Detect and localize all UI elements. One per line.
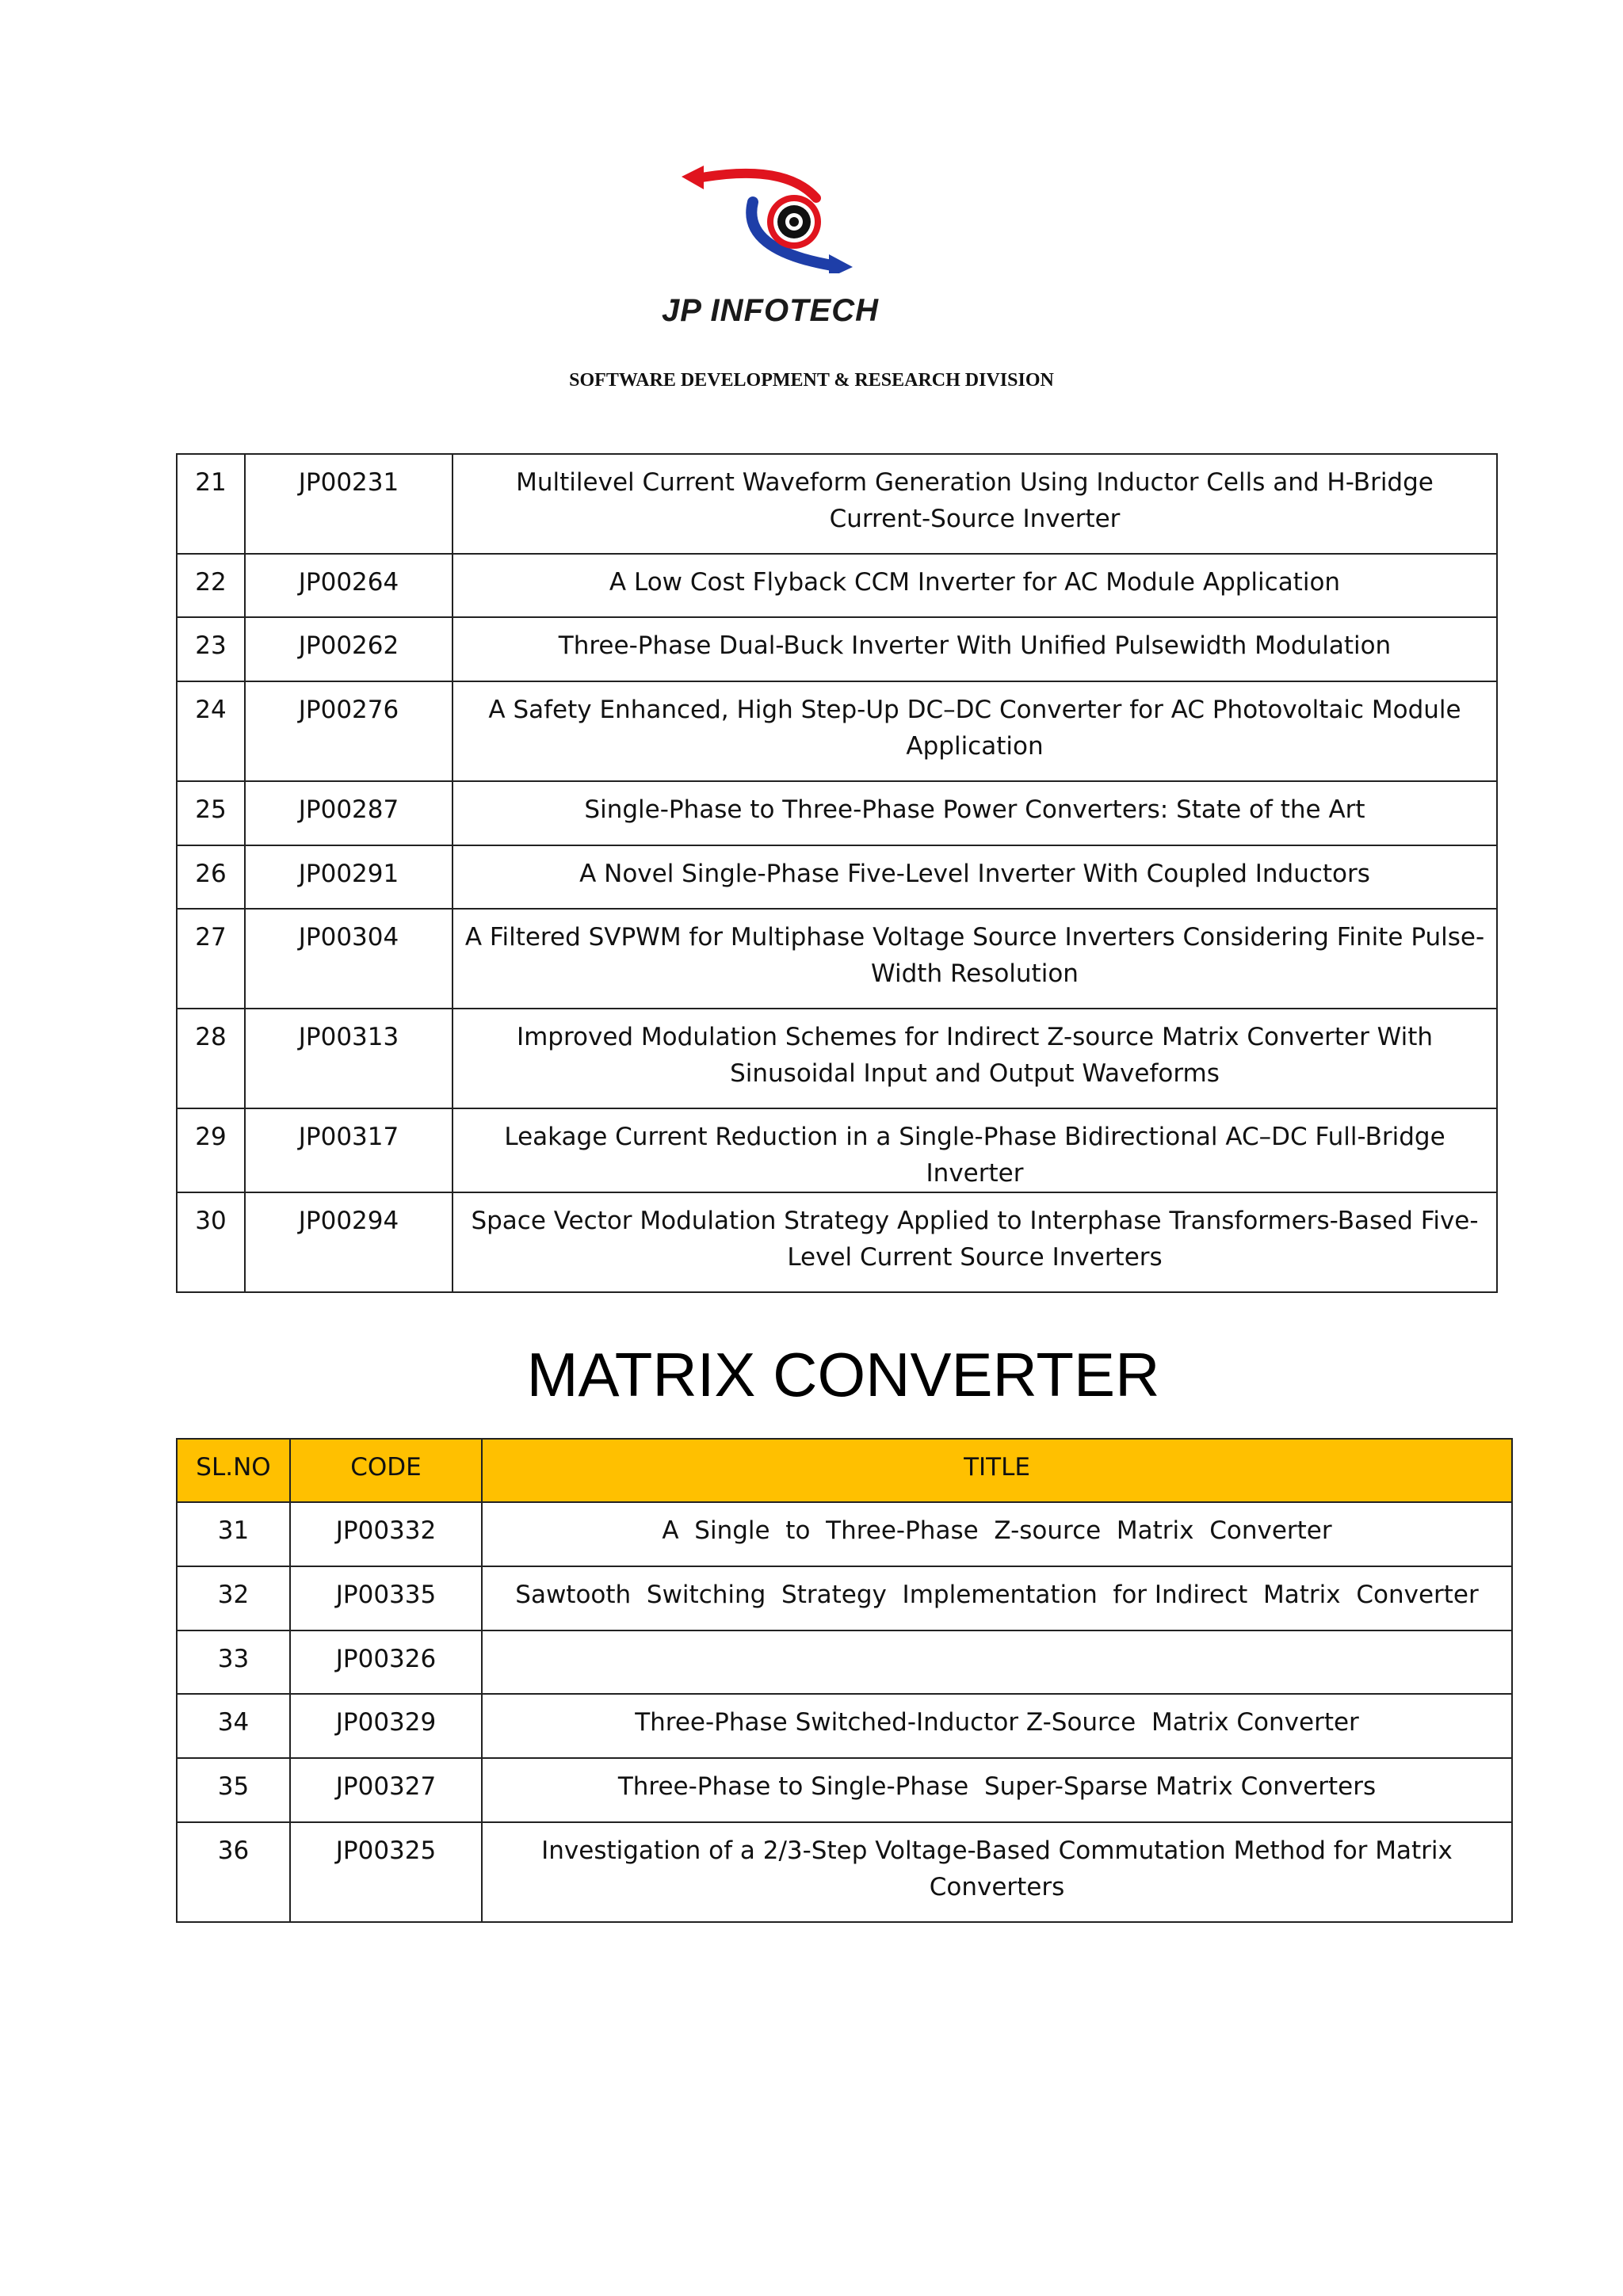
table-row: [177, 681, 1497, 781]
row-number: 29: [177, 1108, 245, 1192]
row-title: Single-Phase to Three-Phase Power Converters: State of the Art: [453, 781, 1497, 845]
column-header-code: CODE: [290, 1439, 482, 1502]
row-title: A Filtered SVPWM for Multiphase Voltage Source Inverters Considering Finite Pulse-Width Resolution: [453, 909, 1497, 1009]
division-heading: SOFTWARE DEVELOPMENT & RESEARCH DIVISION: [569, 370, 1054, 391]
row-code: JP00329: [290, 1694, 482, 1758]
row-title: Space Vector Modulation Strategy Applied to Interphase Transformers-Based Five-Level Current Source Inverters: [453, 1192, 1497, 1292]
table-row: [177, 1630, 1512, 1694]
row-code: JP00304: [245, 909, 453, 1009]
row-title: Three-Phase Dual-Buck Inverter With Unified Pulsewidth Modulation: [453, 617, 1497, 681]
table-row: [177, 617, 1497, 681]
row-code: JP00264: [245, 554, 453, 617]
row-code: JP00332: [290, 1502, 482, 1566]
row-title: A Single to Three-Phase Z-source Matrix Converter: [482, 1502, 1512, 1566]
inverter-projects-table: [176, 453, 1498, 1293]
row-code: JP00231: [245, 454, 453, 554]
row-code: JP00287: [245, 781, 453, 845]
row-code: JP00276: [245, 681, 453, 781]
row-number: 26: [177, 845, 245, 909]
table-row: [177, 1192, 1497, 1292]
row-number: 30: [177, 1192, 245, 1292]
row-number: 27: [177, 909, 245, 1009]
table-row: [177, 1566, 1512, 1630]
jp-infotech-logo: [666, 154, 903, 273]
row-title: Three-Phase Switched-Inductor Z-Source Matrix Converter: [482, 1694, 1512, 1758]
row-number: 35: [177, 1758, 290, 1822]
row-code: JP00262: [245, 617, 453, 681]
row-title: Leakage Current Reduction in a Single-Phase Bidirectional AC–DC Full-Bridge Inverter: [453, 1108, 1497, 1192]
row-code: JP00325: [290, 1822, 482, 1922]
row-title: Three-Phase to Single-Phase Super-Sparse Matrix Converters: [482, 1758, 1512, 1822]
row-number: 34: [177, 1694, 290, 1758]
table-row: [177, 1009, 1497, 1108]
row-title: A Low Cost Flyback CCM Inverter for AC Module Application: [453, 554, 1497, 617]
table-header-row: [177, 1439, 1512, 1502]
row-number: 36: [177, 1822, 290, 1922]
row-number: 22: [177, 554, 245, 617]
row-number: 33: [177, 1630, 290, 1694]
table-row: [177, 1822, 1512, 1922]
row-number: 32: [177, 1566, 290, 1630]
table-row: [177, 845, 1497, 909]
matrix-converter-table: [176, 1438, 1513, 1923]
table-row: [177, 781, 1497, 845]
row-title: Investigation of a 2/3-Step Voltage-Based Commutation Method for Matrix Converters: [482, 1822, 1512, 1922]
row-number: 24: [177, 681, 245, 781]
row-code: JP00294: [245, 1192, 453, 1292]
row-title: Sawtooth Switching Strategy Implementation for Indirect Matrix Converter: [482, 1566, 1512, 1630]
table-row: [177, 1694, 1512, 1758]
row-number: 21: [177, 454, 245, 554]
table-row: [177, 1502, 1512, 1566]
table-row: [177, 1758, 1512, 1822]
row-code: JP00313: [245, 1009, 453, 1108]
table-row: [177, 909, 1497, 1009]
row-code: JP00327: [290, 1758, 482, 1822]
table-row: [177, 554, 1497, 617]
row-number: 23: [177, 617, 245, 681]
row-title: A Safety Enhanced, High Step-Up DC–DC Converter for AC Photovoltaic Module Application: [453, 681, 1497, 781]
column-header-slno: SL.NO: [177, 1439, 290, 1502]
column-header-title: TITLE: [482, 1439, 1512, 1502]
table-row: [177, 454, 1497, 554]
row-title: A Novel Single-Phase Five-Level Inverter With Coupled Inductors: [453, 845, 1497, 909]
row-code: JP00317: [245, 1108, 453, 1192]
row-title: Improved Modulation Schemes for Indirect Z-source Matrix Converter With Sinusoidal Input and Output Waveforms: [453, 1009, 1497, 1108]
row-number: 25: [177, 781, 245, 845]
section-title: MATRIX CONVERTER: [526, 1340, 1160, 1409]
row-code: JP00291: [245, 845, 453, 909]
row-title: Multilevel Current Waveform Generation Using Inductor Cells and H-Bridge Current-Source Inverter: [453, 454, 1497, 554]
logo-text: JP INFOTECH: [662, 293, 879, 328]
row-number: 31: [177, 1502, 290, 1566]
row-title: [482, 1630, 1512, 1694]
row-code: JP00335: [290, 1566, 482, 1630]
row-number: 28: [177, 1009, 245, 1108]
table-row: [177, 1108, 1497, 1192]
row-code: JP00326: [290, 1630, 482, 1694]
